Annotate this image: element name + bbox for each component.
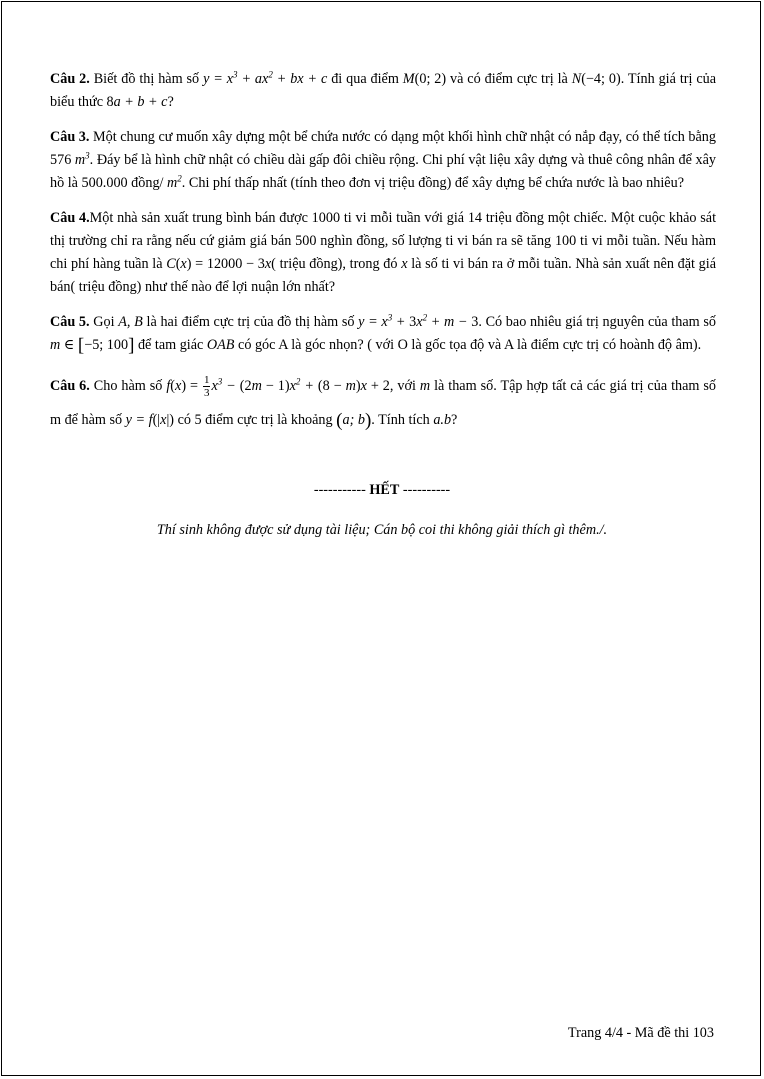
fraction-one-third: $\frac{1}{3}$	[203, 374, 210, 400]
end-word: HẾT	[369, 482, 400, 498]
end-dashes-left: -----------	[313, 482, 366, 498]
question-2-point-n: N(−4; 0)	[571, 71, 621, 87]
question-5-triangle: OAB	[206, 337, 235, 353]
question-6-label: Câu 6.	[50, 378, 90, 394]
question-2-text-2: đi qua điểm	[331, 71, 399, 87]
question-6-param-m: m	[419, 378, 431, 394]
question-3-text-3: . Chi phí thấp nhất (tính theo đơn vị triệu đồng) để xây dựng bể chứa nước là bao nhiêu?	[181, 175, 684, 191]
exam-content	[50, 68, 716, 438]
question-2-text-3: và có điểm cực trị là	[450, 71, 568, 87]
question-4-text-2: ( triệu đồng), trong đó	[271, 256, 398, 272]
question-5-label: Câu 5.	[50, 314, 90, 330]
question-6-interval: (a; b)	[336, 410, 372, 431]
question-6-text-2: , với	[389, 378, 416, 394]
question-4-text-1: Một nhà sản xuất trung bình bán được 1000 ti vi mỗi tuần với giá 14 triệu đồng một chiếc. Một cuộc khảo sát thị trường chỉ ra rằng nếu cứ giảm giá bán 500 nghìn đồng, số lượng ti vi bán ra sẽ tăng 100 ti vi mỗi tuần. Nếu hàm chi phí hàng tuần là	[50, 210, 717, 272]
question-4-text-3: là số ti vi bán ra ở mỗi tuần. Nhà sản xuất nên đặt giá bán( triệu đồng) như thế nào để lợi nuận lớn nhất?	[50, 256, 716, 295]
question-6-text-5: . Tính tích	[371, 412, 430, 428]
question-3	[50, 126, 716, 195]
question-5-text-4: để tam giác	[137, 337, 204, 353]
question-6-text-1: Cho hàm số	[93, 378, 163, 394]
question-4-label: Câu 4.	[50, 210, 90, 226]
page-footer: Trang 4/4 - Mã đề thi 103	[567, 1025, 714, 1041]
question-3-text-1: Một chung cư muốn xây dựng một bể chứa nước có dạng một khối hình chữ nhật có nắp đạy, có thể tích bằng 576	[50, 129, 716, 168]
end-marker	[0, 482, 764, 499]
question-5-text-2: là hai điểm cực trị của đồ thị hàm số	[146, 314, 355, 330]
question-6-text-6: ?	[451, 412, 458, 428]
question-2-text-1: Biết đồ thị hàm số	[93, 71, 200, 87]
question-2-text-4: . Tính giá trị của biểu thức	[50, 71, 717, 110]
question-2-expression: 8a + b + c	[106, 94, 168, 110]
question-3-text-2: . Đáy bể là hình chữ nhật có chiều dài gấp đôi chiều rộng. Chi phí vật liệu xây dựng và thuê công nhân để xây hồ là 500.000 đồng/	[50, 152, 717, 191]
question-6-product: a.b	[433, 412, 452, 428]
question-2-label: Câu 2.	[50, 71, 90, 87]
question-3-unit-m3: $m^3$	[74, 150, 90, 168]
question-6-function: f(x) = $\frac{1}{3}$ $x^3 - (2m - 1)x^2 + (8 - m)x + 2$	[166, 374, 390, 400]
question-4	[50, 207, 716, 299]
question-6	[50, 369, 716, 438]
question-5-text-3: . Có bao nhiêu giá trị nguyên của tham số	[478, 314, 717, 330]
question-4-cost-function: C(x) = 12000 − 3x	[166, 256, 272, 272]
question-5-function: $y = x^3 + 3x^2 + m - 3$	[358, 312, 479, 330]
question-5-text-1: Gọi	[93, 314, 115, 330]
question-5	[50, 311, 716, 357]
question-5-text-5: có góc A là góc nhọn? ( với O là gốc tọa độ và A là điểm cực trị có hoành độ âm).	[238, 337, 702, 353]
question-3-unit-m2: $m^2$	[167, 173, 182, 191]
question-2-text-5: ?	[167, 94, 174, 110]
question-6-abs-function: y = f(|x|)	[125, 412, 175, 428]
question-2	[50, 68, 716, 114]
question-4-var-x: x	[401, 256, 408, 272]
question-5-points-ab: A, B	[118, 314, 143, 330]
end-dashes-right: ----------	[402, 482, 451, 498]
question-6-text-4: có 5 điểm cực trị là khoảng	[177, 412, 333, 428]
exam-note: Thí sinh không được sử dụng tài liệu; Cán bộ coi thi không giải thích gì thêm./.	[156, 522, 608, 538]
question-2-function: $y = x^3 + ax^2$ + bx + c	[203, 69, 328, 87]
question-2-point-m: M(0; 2)	[402, 71, 447, 87]
question-3-label: Câu 3.	[50, 129, 90, 145]
question-5-param-range: m ∈ [−5; 100]	[50, 335, 135, 356]
question-6-text-3: là tham số. Tập hợp tất cả các giá trị của tham số m để hàm số	[50, 378, 717, 428]
